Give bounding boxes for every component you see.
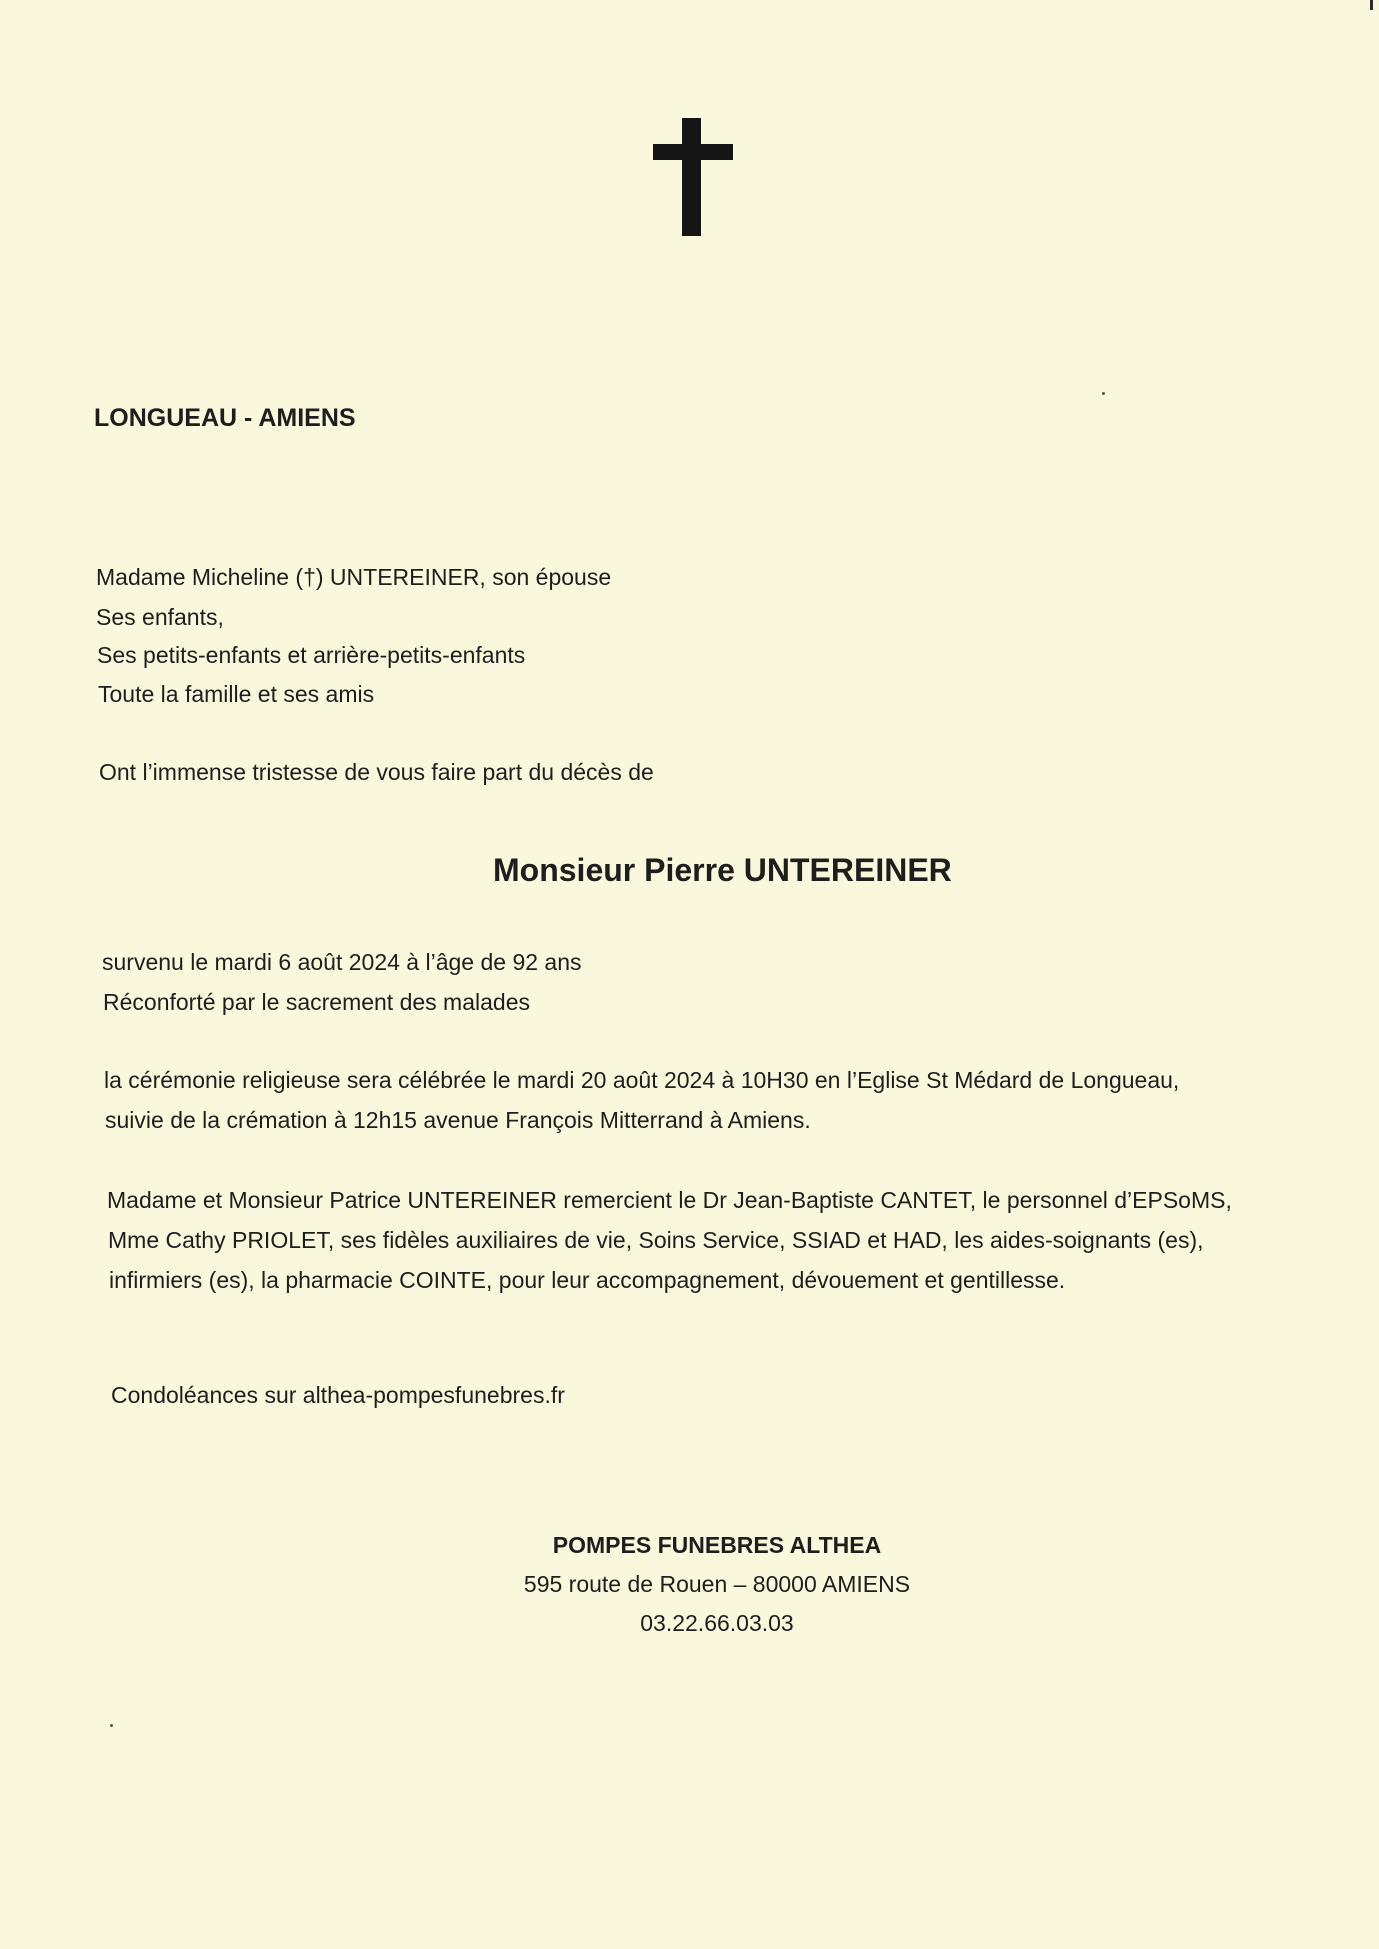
cross-vertical-bar	[682, 118, 701, 236]
paper-speck	[1102, 392, 1105, 395]
ceremony-line-2: suivie de la crémation à 12h15 avenue François Mitterrand à Amiens.	[105, 1107, 811, 1133]
death-date-line: survenu le mardi 6 août 2024 à l’âge de 92 ans	[102, 949, 582, 975]
thanks-line-1: Madame et Monsieur Patrice UNTEREINER remercient le Dr Jean-Baptiste CANTET, le personnel d’EPSoMS,	[107, 1187, 1232, 1213]
deceased-name: Monsieur Pierre UNTEREINER	[493, 852, 952, 888]
sacrament-line: Réconforté par le sacrement des malades	[103, 989, 530, 1015]
cross-horizontal-bar	[653, 144, 733, 160]
condolences-line: Condoléances sur althea-pompesfunebres.fr	[111, 1382, 565, 1408]
family-line-grandchildren: Ses petits-enfants et arrière-petits-enfants	[97, 642, 526, 668]
latin-cross-icon	[653, 118, 733, 236]
thanks-line-3: infirmiers (es), la pharmacie COINTE, pour leur accompagnement, dévouement et gentillesse.	[109, 1267, 1066, 1293]
funeral-home-phone: 03.22.66.03.03	[640, 1610, 794, 1636]
announcement-line: Ont l’immense tristesse de vous faire part du décès de	[99, 759, 654, 785]
thanks-line-2: Mme Cathy PRIOLET, ses fidèles auxiliaires de vie, Soins Service, SSIAD et HAD, les aides-soignants (es),	[108, 1227, 1204, 1253]
scan-edge-mark	[1370, 0, 1373, 10]
family-line-children: Ses enfants,	[96, 604, 224, 630]
family-line-relatives: Toute la famille et ses amis	[98, 681, 375, 707]
location-heading: LONGUEAU - AMIENS	[94, 404, 356, 432]
funeral-home-address: 595 route de Rouen – 80000 AMIENS	[523, 1571, 911, 1597]
family-line-spouse: Madame Micheline (†) UNTEREINER, son épouse	[96, 564, 612, 590]
funeral-home-name: POMPES FUNEBRES ALTHEA	[552, 1532, 882, 1558]
ceremony-line-1: la cérémonie religieuse sera célébrée le mardi 20 août 2024 à 10H30 en l’Eglise St Médard de Longueau,	[104, 1067, 1180, 1093]
paper-speck	[110, 1724, 113, 1727]
